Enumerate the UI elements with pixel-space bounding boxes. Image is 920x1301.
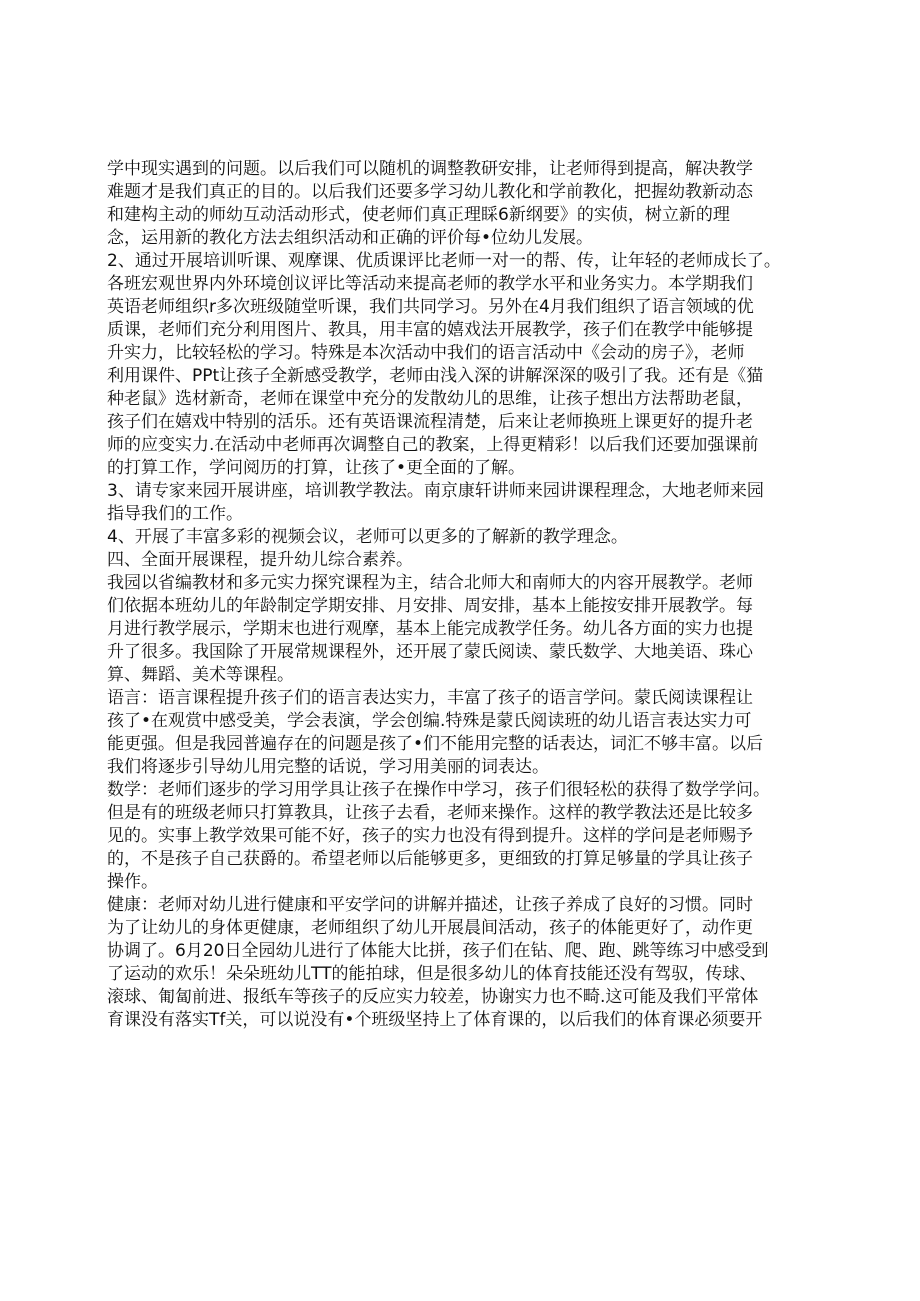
text-line: 师的应变实力.在活动中老师再次调整自己的教案，上得更精彩！以后我们还要加强课前 [107,435,759,455]
text-line: 语言：语言课程提升孩子们的语言表达实力，丰富了孩子的语言学问。蒙氏阅读课程让 [107,688,753,708]
text-line: 们依据本班幼儿的年龄制定学期安排、月安排、周安排，基本上能按安排开展教学。每 [107,596,753,616]
text-line: 滚球、匍匐前进、报纸车等孩子的反应实力较差，协谢实力也不畸.这可能及我们平常体 [107,987,759,1007]
text-line: 4、开展了丰富多彩的视频会议，老师可以更多的了解新的教学理念。 [107,527,628,547]
text-line: 月进行教学展示，学期末也进行观摩，基本上能完成教学任务。幼儿各方面的实力也提 [107,619,753,639]
text-line: 质课，老师们充分利用图片、教具，用丰富的嬉戏法开展教学，孩子们在教学中能够提 [107,320,753,340]
text-line: 3、请专家来园开展讲座，培训教学教法。南京康轩讲师来园讲课程理念，大地老师来园 [107,481,764,501]
text-line: 英语老师组织r多次班级随堂听课，我们共同学习。另外在4月我们组织了语言领域的优 [107,297,754,317]
text-line: 协调了。6月20日全园幼儿进行了体能大比拼，孩子们在钻、爬、跑、跳等练习中感受到 [107,941,769,961]
text-line: 我们将逐步引导幼儿用完整的话说，学习用美丽的词表达。 [107,757,549,777]
text-line: 但是有的班级老师只打算教具，让孩子去看，老师来操作。这样的教学教法还是比较多 [107,803,753,823]
text-line: 育课没有落实Tf关，可以说没有•个班级坚持上了体育课的，以后我们的体育课必须要开 [107,1010,763,1030]
text-line: 的，不是孩子自己获爵的。希望老师以后能够更多，更细致的打算足够量的学具让孩子 [107,849,753,869]
text-line: 指导我们的工作。 [107,504,243,524]
text-line: 为了让幼儿的身体更健康，老师组织了幼儿开展晨间活动，孩子的体能更好了，动作更 [107,918,753,938]
text-line: 和建构主动的师幼互动活动形式，使老师们真正理睬6新纲要》的实侦，树立新的理 [107,205,730,225]
text-line: 的打算工作，学问阅历的打算，让孩了•更全面的了解。 [107,458,526,478]
text-line: 各班宏观世界内外环境创议评比等活动来提高老师的教学水平和业务实力。本学期我们 [107,274,753,294]
text-line: 升实力，比较轻松的学习。特殊是本次活动中我们的语言活动中《会动的房子》，老师 [107,343,745,363]
text-line: 操作。 [107,872,158,892]
text-line: 种老鼠》选材新奇，老师在课堂中充分的发散幼儿的思维，让孩子想出方法帮助老鼠， [107,389,753,409]
text-line: 2、通过开展培训听课、观摩课、优质课评比老师一对一的帮、传，让年轻的老师成长了。 [107,251,781,271]
text-line: 数学：老师们逐步的学习用学具让孩子在操作中学习，孩子们很轻松的获得了数学学问。 [107,780,770,800]
text-line: 我园以省编教材和多元实力探究课程为主，结合北师大和南师大的内容开展教学。老师 [107,573,753,593]
text-line: 孩子们在嬉戏中特别的活乐。还有英语课流程清楚，后来让老师换班上课更好的提升老 [107,412,753,432]
text-line: 学中现实遇到的问题。以后我们可以随机的调整教研安排，让老师得到提高，解决教学 [107,159,753,179]
text-line: 见的。实事上教学效果可能不好，孩子的实力也没有得到提升。这样的学问是老师赐予 [107,826,753,846]
text-line: 孩了•在观赏中感受美，学会表演，学会创编.特殊是蒙氏阅读班的幼儿语言表达实力可 [107,711,752,731]
document-body [107,158,827,1032]
text-line: 升了很多。我国除了开展常规课程外，还开展了蒙氏阅读、蒙氏数学、大地美语、珠心 [107,642,753,662]
text-line: 算、舞蹈、美术等课程。 [107,665,294,685]
text-line: 念，运用新的教化方法去组织活动和正确的评价每•位幼儿发展。 [107,228,594,248]
text-line: 健康：老师对幼儿进行健康和平安学问的讲解并描述，让孩子养成了良好的习惯。同时 [107,895,753,915]
text-line: 了运动的欢乐！朵朵班幼儿TT的能拍球，但是很多幼儿的体育技能还没有驾驭，传球、 [107,964,757,984]
text-line: 难题才是我们真正的目的。以后我们还要多学习幼儿教化和学前教化，把握幼教新动态 [107,182,753,202]
text-line: 能更强。但是我园普遍存在的问题是孩了•们不能用完整的话表达，词汇不够丰富。以后 [107,734,764,754]
section-heading: 四、全面开展课程，提升幼儿综合素养。 [107,550,413,570]
text-line: 利用课件、PPt让孩子全新感受教学，老师由浅入深的讲解深深的吸引了我。还有是《猫 [107,366,764,386]
